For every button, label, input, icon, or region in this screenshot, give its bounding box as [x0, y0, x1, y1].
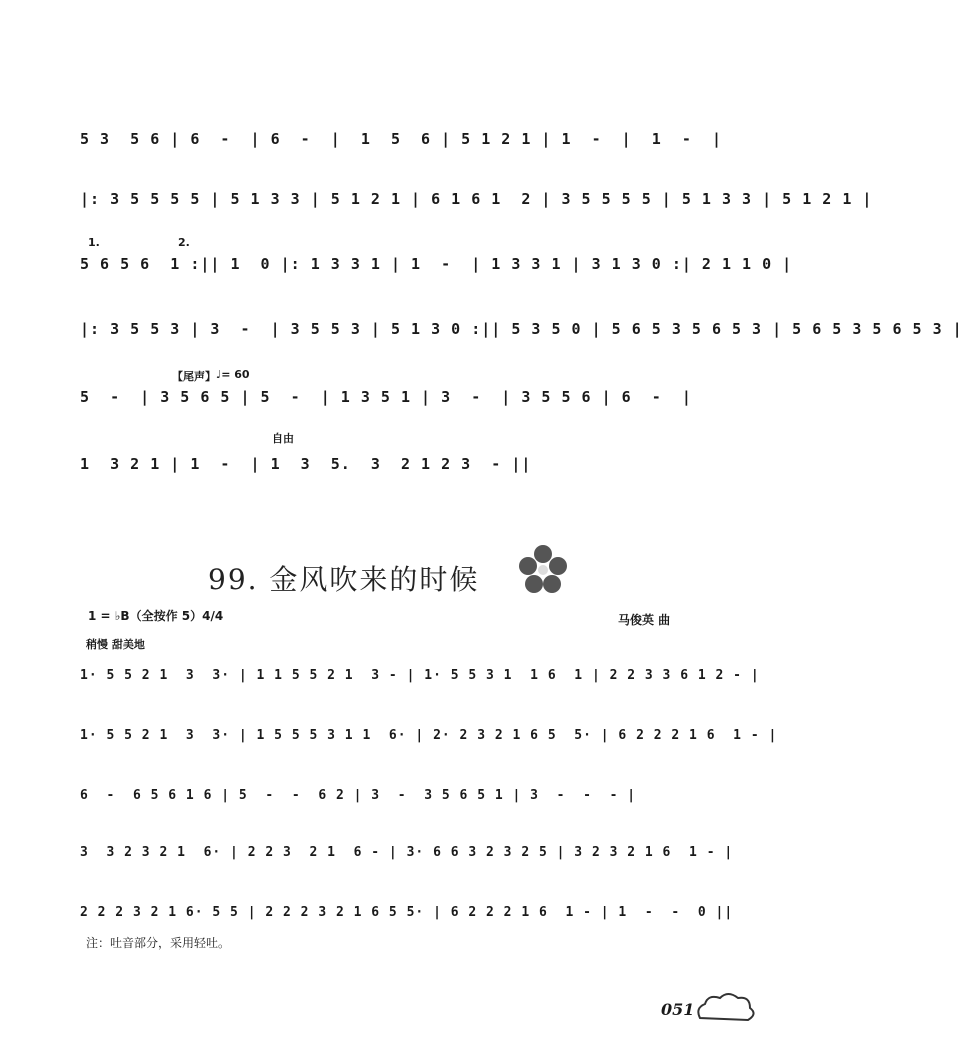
- score-row: [80, 388, 700, 428]
- footnote: 注：吐音部分，采用轻吐。: [86, 936, 231, 950]
- notation-line: 1· 5 5 2 1 3 3· | 1 5 5 5 3 1 1 6· | 2· 2 3 2 1 6 5 5· | 6 2 2 2 1 6 1 - |: [80, 728, 778, 743]
- song-row: [80, 668, 760, 708]
- tempo-marking: 稍慢 甜美地: [86, 638, 145, 651]
- notation-line: 5 - | 3 5 6 5 | 5 - | 1 3 5 1 | 3 - | 3 5 5 6 | 6 - |: [80, 388, 692, 406]
- score-row: [80, 320, 963, 360]
- notation-line: |: 3 5 5 5 5 | 5 1 3 3 | 5 1 2 1 | 6 1 6 1 2 | 3 5 5 5 5 | 5 1 3 3 | 5 1 2 1 |: [80, 190, 873, 208]
- volta-1: 1.: [88, 236, 100, 249]
- coda-tempo: ♩= 60: [216, 368, 250, 381]
- notation-line: 2 2 2 3 2 1 6· 5 5 | 2 2 2 3 2 1 6 5 5· | 6 2 2 2 1 6 1 - | 1 - - 0 ||: [80, 905, 734, 920]
- song-row: [80, 728, 778, 768]
- volta-2: 2.: [178, 236, 190, 249]
- song-row: [80, 845, 734, 885]
- notation-line: 5 3 5 6 | 6 - | 6 - | 1 5 6 | 5 1 2 1 | 1 - | 1 - |: [80, 130, 722, 148]
- free-label: 自由: [272, 432, 294, 445]
- score-row: [80, 190, 873, 230]
- notation-line: 1 3 2 1 | 1 - | 1 3 5. 3 2 1 2 3 - ||: [80, 455, 532, 473]
- score-row: [80, 130, 722, 170]
- score-row: [80, 455, 700, 495]
- notation-line: 1· 5 5 2 1 3 3· | 1 1 5 5 2 1 3 - | 1· 5 5 3 1 1 6 1 | 2 2 3 3 6 1 2 - |: [80, 668, 760, 683]
- cloud-decoration-icon: [690, 988, 760, 1028]
- song-title-banner: [190, 540, 610, 610]
- coda-label: 【尾声】: [172, 370, 216, 383]
- notation-line: 5 6 5 6 1 :|| 1 0 |: 1 3 3 1 | 1 - | 1 3 3 1 | 3 1 3 0 :| 2 1 1 0 |: [80, 255, 793, 273]
- page-number: 051: [661, 1000, 695, 1019]
- song-title: 99. 金风吹来的时候: [208, 563, 480, 596]
- key-signature: 1 = ♭B（全按作 5）4/4: [88, 609, 224, 623]
- flower-decoration-icon: [508, 540, 578, 600]
- score-row: [80, 255, 793, 295]
- notation-line: 3 3 2 3 2 1 6· | 2 2 3 2 1 6 - | 3· 6 6 3 2 3 2 5 | 3 2 3 2 1 6 1 - |: [80, 845, 734, 860]
- song-row: [80, 788, 700, 828]
- composer: 马俊英 曲: [618, 613, 671, 627]
- notation-line: |: 3 5 5 3 | 3 - | 3 5 5 3 | 5 1 3 0 :|| 5 3 5 0 | 5 6 5 3 5 6 5 3 | 5 6 5 3 5 6 5 3 |: [80, 320, 963, 338]
- notation-line: 6 - 6 5 6 1 6 | 5 - - 6 2 | 3 - 3 5 6 5 1 | 3 - - - |: [80, 788, 637, 803]
